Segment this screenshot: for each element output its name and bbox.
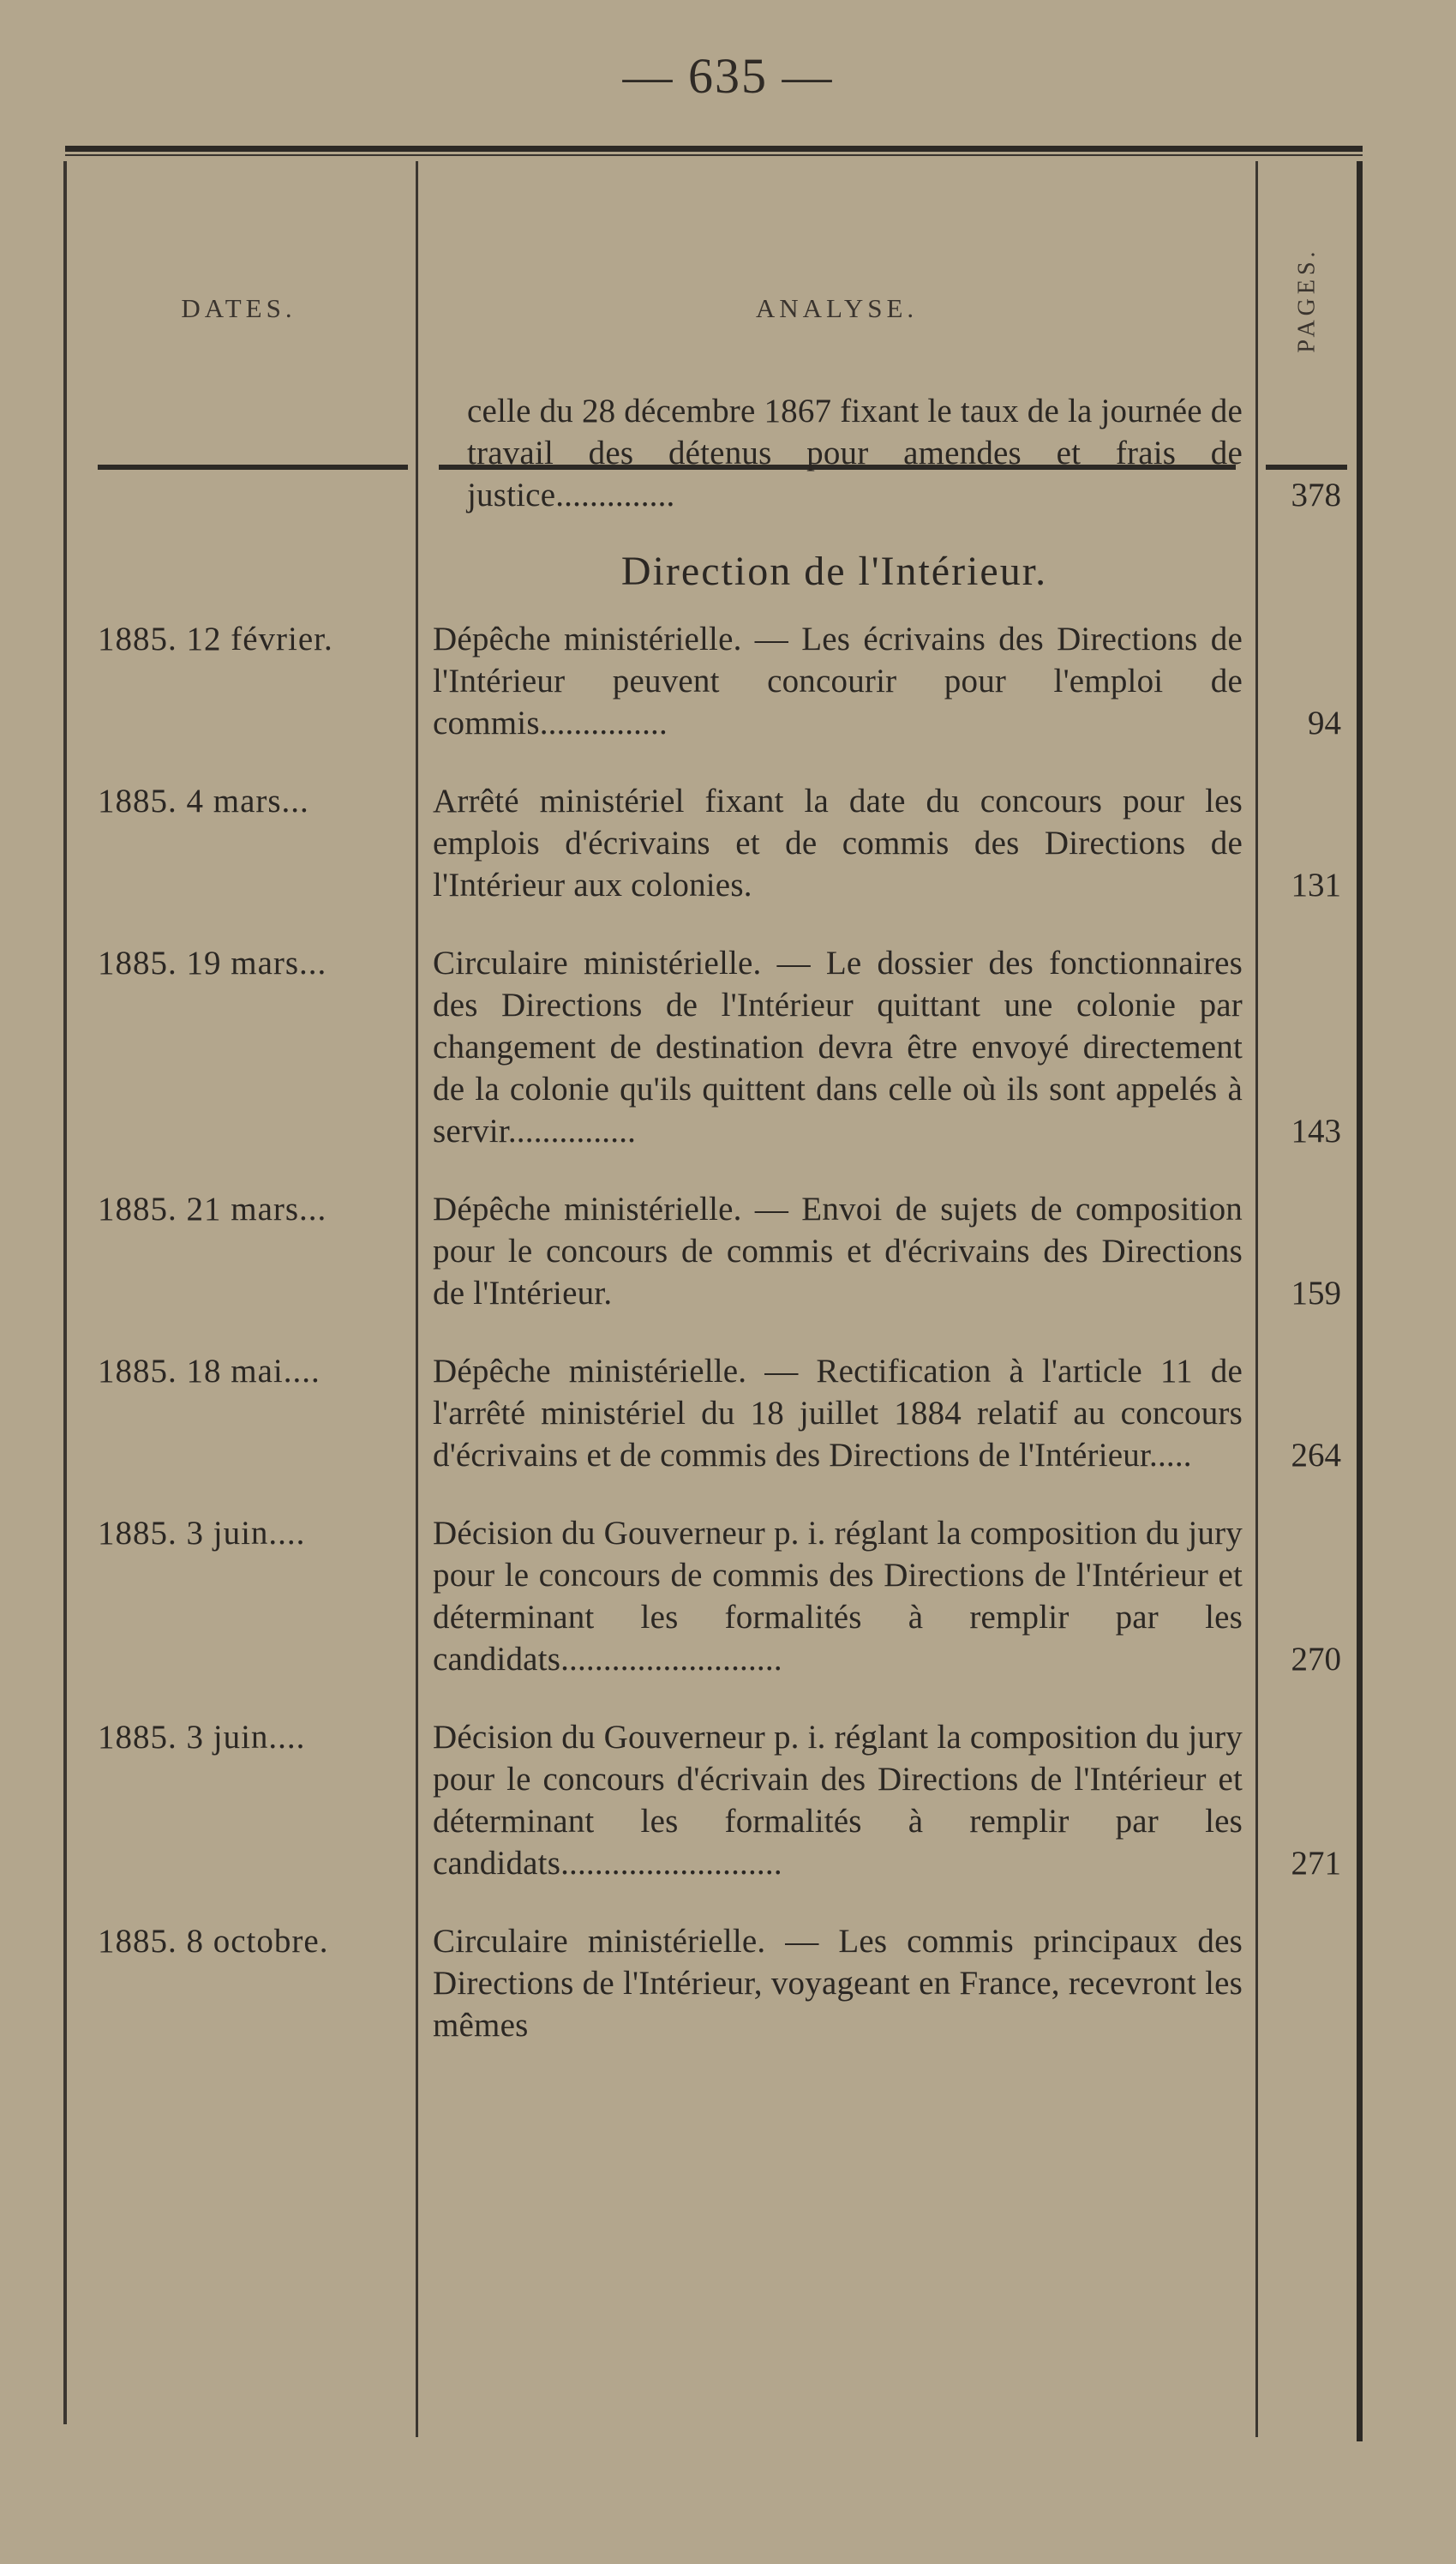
entry-date: 1885. 3 juin....: [98, 1515, 306, 1552]
table-row: [62, 942, 1363, 1152]
entry-text: Dépêche ministérielle. — Les écrivains des Directions de l'Intérieur peuvent concourir pour l'emploi de commis...............: [433, 621, 1243, 742]
entry-date: 1885. 18 mai....: [98, 1353, 321, 1390]
entry-page: 271: [1291, 1845, 1341, 1882]
entry-page: 378: [1291, 477, 1341, 513]
page-number: — 635 —: [622, 48, 834, 104]
entry-date: 1885. 19 mars...: [98, 945, 327, 982]
table-top-rule-thin: [65, 154, 1363, 156]
table-row: [62, 618, 1363, 744]
header-analyse: ANALYSE.: [755, 293, 919, 323]
entry-text: celle du 28 décembre 1867 fixant le taux de la journée de travail des détenus pour amendes et frais de justice..............: [467, 393, 1243, 513]
table-row: [62, 1716, 1363, 1884]
table-body: [62, 390, 1363, 2046]
table-row: [62, 780, 1363, 906]
entry-date: 1885. 8 octobre.: [98, 1923, 329, 1960]
table-top-rule: [65, 146, 1363, 152]
entry-text: Dépêche ministérielle. — Envoi de sujets de composition pour le concours de commis et d'écrivains des Directions de l'Intérieur.: [433, 1191, 1243, 1312]
entry-text: Arrêté ministériel fixant la date du concours pour les emplois d'écrivains et de commis des Directions de l'Intérieur aux colonies.: [433, 783, 1243, 904]
entry-page: 94: [1308, 705, 1341, 742]
header-dates: DATES.: [181, 293, 297, 323]
entry-page: 143: [1291, 1113, 1341, 1150]
entry-text: Dépêche ministérielle. — Rectification à l'article 11 de l'arrêté ministériel du 18 juillet 1884 relatif au concours d'écrivains et de commis des Directions de l'Intérieur.....: [433, 1353, 1243, 1474]
entry-page: 270: [1291, 1641, 1341, 1678]
entry-text: Décision du Gouverneur p. i. réglant la composition du jury pour le concours d'écrivain des Directions de l'Intérieur et déterminant les formalités à remplir par les candidats..........................: [433, 1719, 1243, 1882]
section-title: Direction de l'Intérieur.: [620, 549, 1048, 594]
entry-date: 1885. 21 mars...: [98, 1191, 327, 1228]
entry-text: Décision du Gouverneur p. i. réglant la composition du jury pour le concours de commis des Directions de l'Intérieur et déterminant les formalités à remplir par les candidats..........................: [433, 1515, 1243, 1678]
entry-text: Circulaire ministérielle. — Le dossier des fonctionnaires des Directions de l'Intérieur quittant une colonie par changement de destination devra être envoyé directement de la colonie qu'ils quittent dans celle où ils sont appelés à servir...............: [433, 945, 1243, 1150]
entry-date: 1885. 3 juin....: [98, 1719, 306, 1756]
entry-text: Circulaire ministérielle. — Les commis principaux des Directions de l'Intérieur, voyageant en France, recevront les mêmes: [433, 1923, 1243, 2044]
header-pages-label: PAGES.: [1293, 247, 1321, 353]
table-row: [62, 1920, 1363, 2046]
entry-page: 159: [1291, 1275, 1341, 1312]
entry-date: 1885. 12 février.: [98, 621, 333, 658]
table-row: [62, 1350, 1363, 1476]
entry-date: 1885. 4 mars...: [98, 783, 309, 820]
table-row: [62, 1188, 1363, 1314]
entry-page: 264: [1291, 1437, 1341, 1474]
entry-page: 131: [1291, 867, 1341, 904]
entry-date: [62, 390, 416, 516]
table-row: [62, 1512, 1363, 1680]
continuation-row: [62, 390, 1363, 516]
